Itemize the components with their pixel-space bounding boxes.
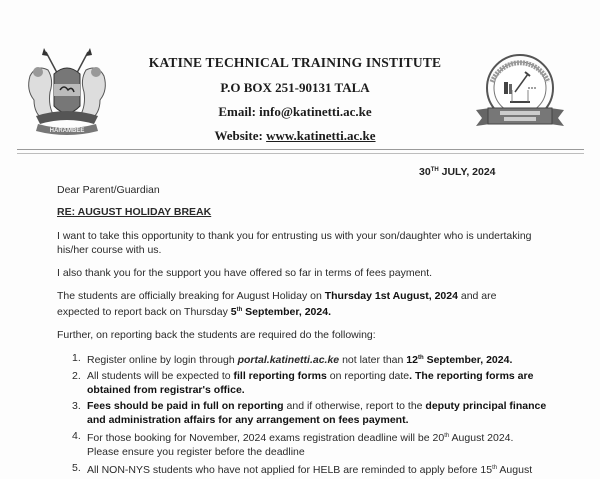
ordinal: th (444, 433, 450, 439)
report-day: 5 (230, 306, 237, 318)
text: For those booking for November, 2024 exams registration deadline will be 20 (87, 432, 445, 444)
email-label: Email: (218, 104, 256, 119)
letter-date (419, 166, 496, 178)
list-item (57, 351, 547, 367)
website-line (130, 128, 460, 143)
text: on reporting date (326, 370, 410, 382)
report-month: September, 2024. (242, 306, 331, 318)
date-rest: JULY, 2024 (438, 166, 496, 178)
paragraph-thanks: I want to take this opportunity to thank you for entrusting us with your son/daughter who is undertaking his/her course with us. (57, 230, 532, 256)
subject-line: RE: AUGUST HOLIDAY BREAK (57, 206, 212, 218)
text: All students will be expected to (87, 370, 234, 382)
salutation: Dear Parent/Guardian (57, 184, 160, 196)
kenya-coat-of-arms-logo (22, 46, 112, 138)
item-number: 3. (72, 400, 81, 412)
portal-link[interactable]: portal.katinetti.ac.ke (237, 354, 340, 366)
email-line (130, 104, 460, 119)
website-label: Website: (214, 128, 263, 143)
institution-name: KATINE TECHNICAL TRAINING INSTITUTE (148, 55, 442, 70)
paragraph-holiday-dates (57, 289, 537, 319)
date-day: 30 (419, 166, 431, 178)
text: The students are officially breaking for August Holiday on (57, 290, 325, 302)
list-item (57, 461, 547, 477)
item-number: 1. (72, 352, 81, 364)
emphasis: Fees should be paid in full on reporting (87, 400, 284, 412)
emphasis: fill reporting forms (233, 370, 327, 382)
website-link[interactable]: www.katinetti.ac.ke (266, 128, 376, 143)
item-number: 5. (72, 462, 81, 474)
text: and if otherwise, report to the (283, 400, 426, 412)
paragraph-requirements-intro: Further, on reporting back the students are required do the following: (57, 329, 376, 341)
ordinal: th (236, 307, 243, 313)
deadline-month: September, 2024. (423, 354, 513, 366)
deadline-day: 12 (406, 354, 418, 366)
text: August 2024. (449, 432, 514, 444)
requirements-list (57, 351, 547, 477)
letterhead (130, 52, 460, 143)
paragraph-fees-support: I also thank you for the support you have offered so far in terms of fees payment. (57, 267, 433, 279)
text: Please ensure you register before the deadline (87, 446, 305, 458)
emphasis: deputy principal finance and administration affairs for any arrangement on fees payment. (87, 400, 547, 426)
item-number: 2. (72, 370, 81, 382)
list-item (57, 369, 547, 397)
text: All NON-NYS students who have not applied for HELB are reminded to apply before 15 (87, 464, 493, 476)
text: Register online by login through (87, 354, 238, 366)
text: August (497, 464, 533, 476)
ordinal: th (417, 355, 424, 361)
break-date: Thursday 1st August, 2024 (324, 290, 458, 302)
harambee-motto: HARAMBEE (49, 128, 85, 134)
date-suffix: TH (430, 167, 439, 173)
list-item (57, 429, 547, 459)
institute-seal-logo (470, 52, 570, 140)
postal-address: P.O BOX 251-90131 TALA (220, 80, 370, 95)
item-number: 4. (72, 430, 81, 442)
text: and are expected to report back on Thursday (57, 290, 497, 318)
ordinal: th (492, 465, 498, 471)
emphasis: . The reporting forms are obtained from registrar's office. (87, 370, 534, 396)
list-item (57, 399, 547, 427)
text: not later than (339, 354, 407, 366)
letterhead-divider (17, 149, 584, 154)
letter-body (57, 183, 547, 479)
email-address: info@katinetti.ac.ke (259, 104, 372, 119)
